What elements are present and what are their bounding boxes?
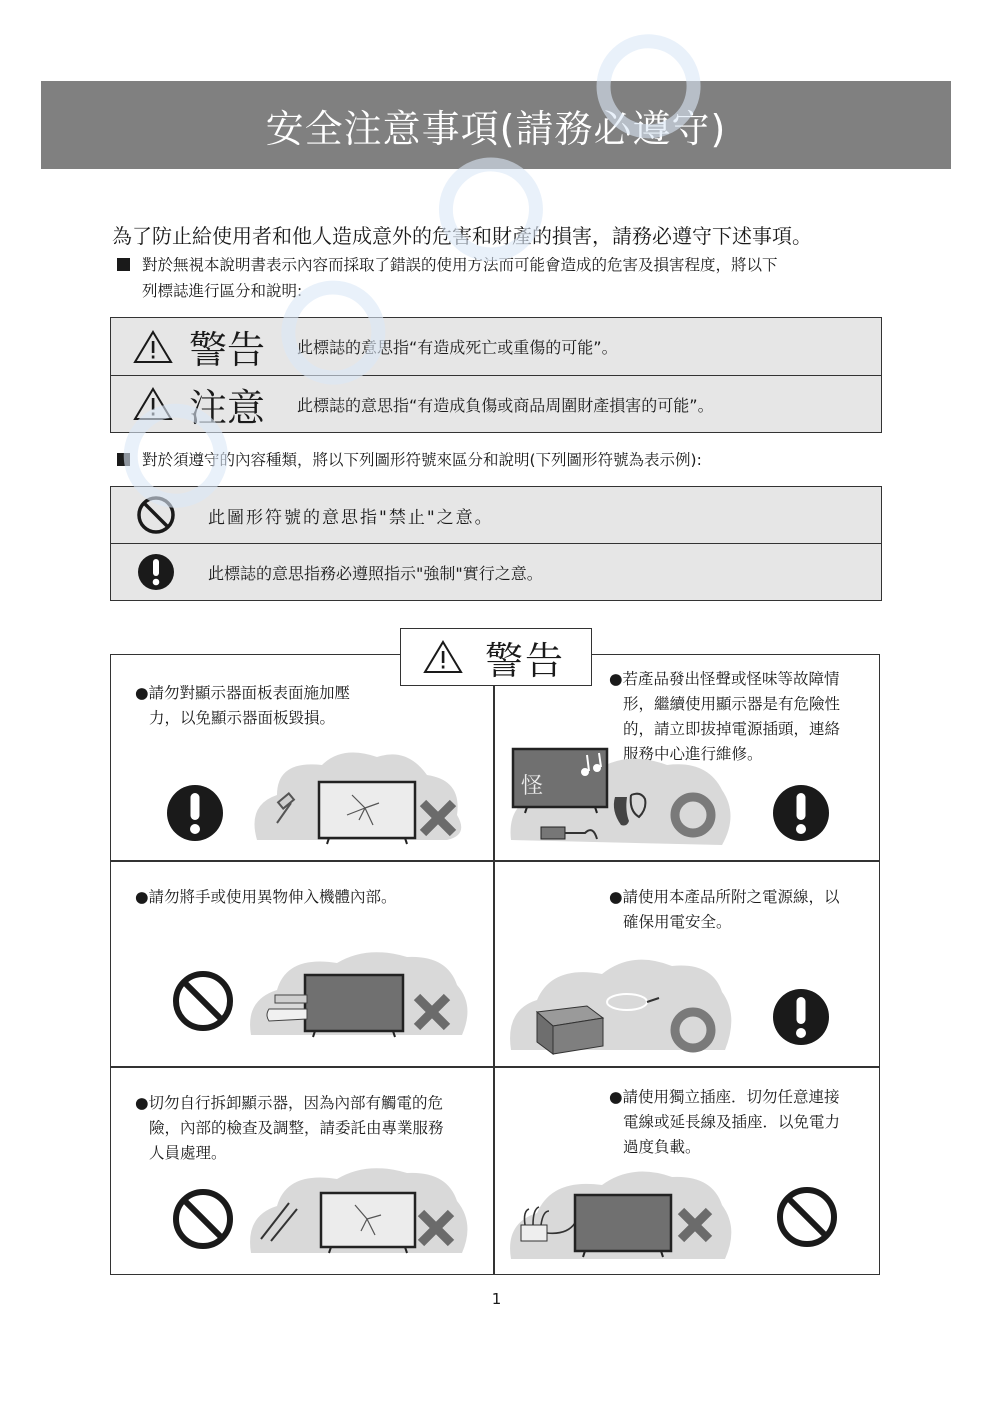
severity-label-caution: 注意 <box>189 385 266 430</box>
warning-item-1-line: 力，以免顯示器面板毀損。 <box>149 709 336 727</box>
warning-section-label: 警告 <box>485 638 566 683</box>
mandatory-icon <box>771 987 831 1047</box>
warning-item-2-line: 形，繼續使用顯示器是有危險性 <box>623 695 841 713</box>
warning-section-header <box>400 628 592 686</box>
mandatory-icon <box>771 783 831 843</box>
overload-outlet-illustration <box>507 1163 737 1263</box>
severity-text-caution: 此標誌的意思指“有造成負傷或商品周圍財產損害的可能”。 <box>297 395 714 415</box>
power-cord-illustration <box>507 950 737 1060</box>
symbol-row-mandatory <box>111 544 881 600</box>
symbol-text-mandatory: 此標誌的意思指務必遵照指示"強制"實行之意。 <box>208 563 543 583</box>
warning-item-2-line: ●若產品發出怪聲或怪味等故障情 <box>609 670 840 688</box>
warning-item-2-line: 的，請立即拔掉電源插頭，連絡 <box>623 720 841 738</box>
warning-item-5-line: ●切勿自行拆卸顯示器，因為內部有觸電的危 <box>135 1094 444 1112</box>
severity-text-warning: 此標誌的意思指“有造成死亡或重傷的可能”。 <box>297 338 618 357</box>
hand-insertion-illustration <box>247 945 472 1045</box>
strange-noise-illustration <box>507 745 737 855</box>
warning-item-6 <box>609 1085 840 1160</box>
warning-item-5-line: 人員處理。 <box>149 1144 227 1162</box>
warning-item-6-line: 過度負載。 <box>623 1138 701 1156</box>
warning-triangle-icon <box>423 639 463 675</box>
warning-item-6-line: 電線或延長線及插座．以免電力 <box>623 1113 841 1131</box>
page-title: 安全注意事項(請務必遵守) <box>265 106 727 151</box>
grid-divider <box>111 860 879 862</box>
warning-item-6-line: ●請使用獨立插座．切勿任意連接 <box>609 1088 840 1106</box>
severity-label-warning: 警告 <box>189 328 266 372</box>
warning-item-4 <box>609 885 840 935</box>
warning-item-1 <box>135 681 350 731</box>
grid-divider <box>111 1066 879 1068</box>
prohibition-icon <box>171 1187 235 1251</box>
cracked-screen-illustration <box>247 745 467 849</box>
screen-text-strange: 怪 <box>521 774 544 799</box>
symbol-table <box>110 486 882 601</box>
prohibition-icon <box>775 1185 839 1249</box>
warning-item-4-line: 確保用電安全。 <box>623 913 732 931</box>
square-bullet-icon <box>117 258 130 271</box>
symbol-row-prohibition <box>111 487 881 544</box>
warning-item-4-line: ●請使用本產品所附之電源線，以 <box>609 888 840 906</box>
warning-item-5-line: 險，內部的檢查及調整，請委託由專業服務 <box>149 1119 444 1137</box>
prohibition-icon <box>171 969 235 1033</box>
intro-bullet-1-line-1: 對於無視本說明書表示內容而採取了錯誤的使用方法而可能會造成的危害及損害程度，將以下 <box>142 256 778 274</box>
intro-bullet-2-text: 對於須遵守的內容種類，將以下列圖形符號來區分和說明(下列圖形符號為表示例): <box>142 451 702 469</box>
warning-item-1-line: ●請勿對顯示器面板表面施加壓 <box>135 684 351 702</box>
warning-item-3-line: ●請勿將手或使用異物伸入機體內部。 <box>135 888 397 906</box>
warning-item-3 <box>135 885 397 910</box>
grid-divider <box>493 655 495 1274</box>
page-number: 1 <box>491 1290 502 1308</box>
warning-grid <box>110 654 880 1275</box>
warning-item-2-line: 服務中心進行維修。 <box>623 745 763 763</box>
warning-triangle-icon <box>133 329 173 365</box>
intro-text: 為了防止給使用者和他人造成意外的危害和財產的損害，請務必遵守下述事項。 <box>112 224 812 248</box>
intro-bullet-1-line-2: 列標誌進行區分和說明: <box>142 282 303 300</box>
warning-item-5 <box>135 1091 444 1166</box>
disassembly-illustration <box>247 1161 472 1261</box>
mandatory-icon <box>165 783 225 843</box>
symbol-text-prohibition: 此圖形符號的意思指"禁止"之意。 <box>208 507 494 528</box>
